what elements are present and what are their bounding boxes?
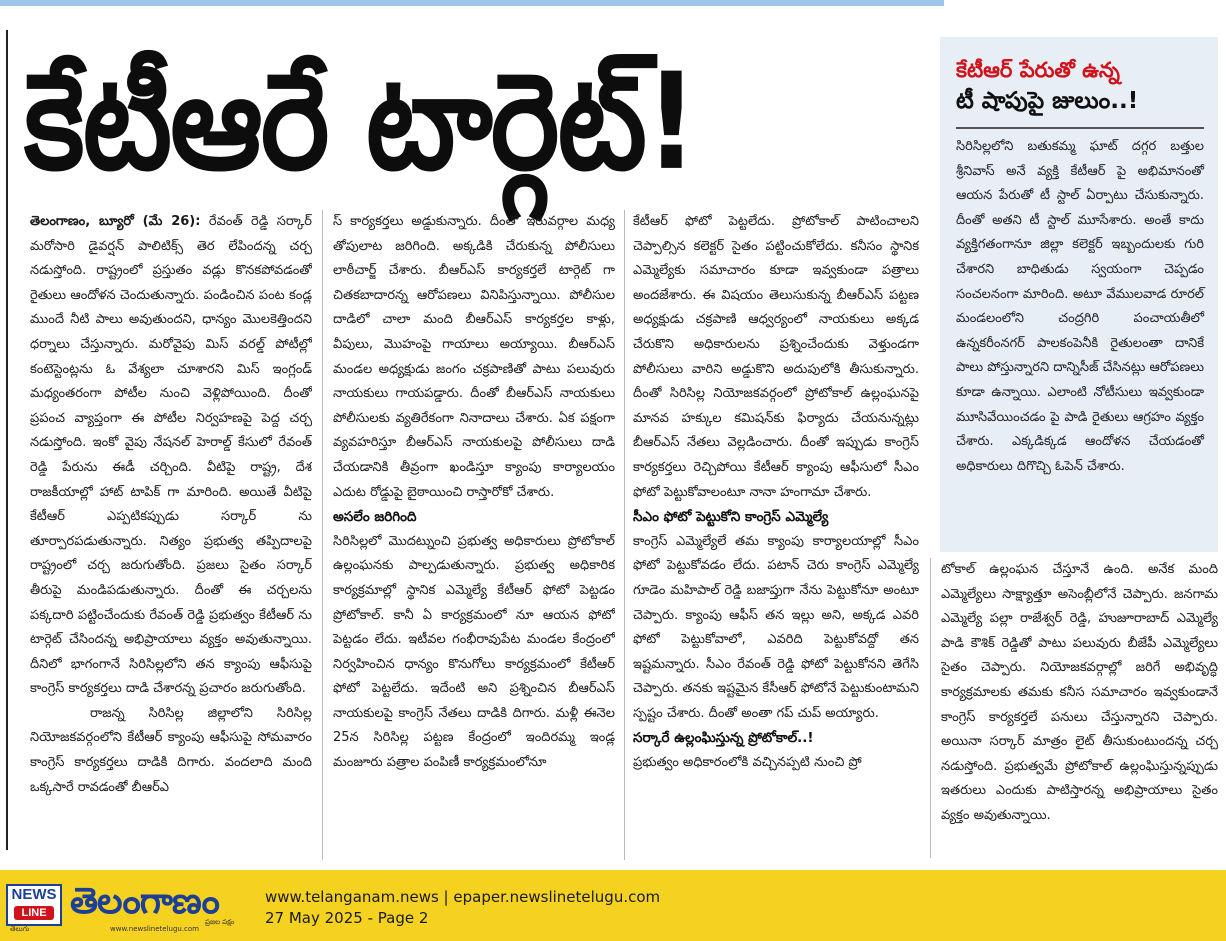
left-rule	[6, 30, 8, 850]
subheading: సీఎం ఫోటో పెట్టుకోని కాంగ్రెస్ ఎమ్మెల్యే	[633, 509, 829, 526]
paragraph: కేటీఆర్ ఫోటో పెట్టలేదు. ప్రోటోకాల్ పాటించాలని చెప్పాల్సిన కలెక్టర్ సైతం పట్టించుకోలేదు. కనీసం స్థానిక ఎమ్మెల్యేకు సమాచారం కూడా ఇవ్వకుండా పత్రాలు అందజేశారు. ఈ విషయం తెలుసుకున్న బీఆర్ఎస్ పట్టణ అధ్యక్షుడు చక్రపాణి ఆధ్వర్యంలో నాయకులు అక్కడ చేరుకొని అధికారులను ప్రశ్నించేందుకు వెళ్తుండగా పోలీసులు వారిని అడ్డుకొని అదుపులోకి తీసుకున్నారు. దీంతో సిరిసిల్ల నియోజకవర్గంలో ప్రోటోకాల్ ఉల్లంఘనపై మానవ హక్కుల కమిషన్‌కు ఫిర్యాదు చేయనున్నట్లు బీఆర్ఎస్ నేతలు వెల్లడించారు. దీంతో ఇప్పుడు కాంగ్రెస్ కార్యకర్తలు రెచ్చిపోయి కేటీఆర్ క్యాంపు ఆఫీసులో సీఎం ఫోటో పెట్టుకోవాలంటూ నానా హంగామా చేశారు.	[633, 214, 919, 500]
column-divider	[322, 210, 323, 860]
column-divider	[624, 210, 625, 860]
top-accent-bar	[0, 0, 944, 6]
newsline-logo[interactable]	[6, 884, 62, 926]
paragraph: టోకాల్ ఉల్లంఘన చేస్తూనే ఉంది. అనేక మంది ఎమ్మెల్యేలు సాక్ష్యాత్తూ అసెంబ్లీలోనే చెప్పారు. జనగామ ఎమ్మెల్యే పల్లా రాజేశ్వర్ రెడ్డి, హుజూరాబాద్ ఎమ్మెల్యే పాడి కౌశిక్ రెడ్డితో పాటు పలువురు బీజేపీ ఎమ్మెల్యేలు సైతం చెప్పారు. నియోజకవర్గాల్లో జరిగే అభివృద్ధి కార్యక్రమాలకు తమకు కనీస సమాచారం ఇవ్వకుండానే కాంగ్రెస్ కార్యకర్తలే పనులు చేస్తున్నారని చెప్పారు. అయినా సర్కార్ మాత్రం లైట్ తీసుకుంటుందన్న చర్చ నడుస్తోంది. ప్రభుత్వమే ప్రోటోకాల్ ఉల్లంఘిస్తున్నప్పుడు ఇతరులు ఎందుకు పాటిస్తారన్న అభిప్రాయాలు సైతం వ్యక్తం అవుతున్నాయి.	[941, 562, 1218, 823]
logo-subtitle: తెలుగు	[10, 925, 30, 933]
paragraph: ప్రభుత్వం అధికారంలోకి వచ్చినప్పటి నుంచి ప్రో	[633, 755, 862, 771]
sidebar-box	[940, 37, 1218, 552]
telanganam-logo[interactable]: తెలంగాణం	[70, 881, 219, 922]
paragraph: రేవంత్ రెడ్డి సర్కార్ మరోసారి డైవర్షన్ పాలిటిక్స్ తెర లేపిందన్న చర్చ నడుస్తోంది. రాష్ట్రంలో ప్రస్తుతం వడ్లు కొనకపోవడంతో రైతులు ఆందోళన చెందుతున్నారు. పండించిన పంట కండ్ల ముందే నీటి పాలు అవుతుందని, ధాన్యం మొలకెత్తిందని ధర్నాలు చేస్తున్నారు. మరోవైపు మిస్ వరల్డ్ పోటీల్లో కంటెస్టెంట్లను ఓ వేశ్యలా చూశారని మిస్ ఇంగ్లండ్ మధ్యంతరంగా పోటీల నుంచి వెళ్లిపోయింది. దీంతో ప్రపంచ వ్యాప్తంగా ఈ పోటీల నిర్వహణపై పెద్ద చర్చ నడుస్తోంది. ఇంకో వైపు నేషనల్ హెరాల్డ్ కేసులో రేవంత్ రెడ్డి పేరును ఈడీ చర్చింది. వీటిపై రాష్ట్ర, దేశ రాజకీయాల్లో హాట్ టాపిక్ గా మారింది. అయితే వీటిపై కేటీఆర్ ఎప్పటికప్పుడు సర్కార్ ను తూర్పారపడుతున్నారు. నిత్యం ప్రభుత్వ తప్పిదాలపై రాష్ట్రంలో చర్చ జరుగుతోంది. ప్రజలు సైతం సర్కార్ తీరుపై మండిపడుతున్నారు. దీంతో ఈ చర్చలను పక్కదారి పట్టించేందుకు రేవంత్ రెడ్డి ప్రభుత్వం కేటీఆర్ ను టార్గెట్ చేసిందన్న అభిప్రాయాలు వ్యక్తం అవుతున్నాయి. దీనిలో భాగంగానే సిరిసిల్లలోని తన క్యాంపు ఆఫీసుపై కాంగ్రెస్ కార్యకర్తలు దాడి చేశారన్న ప్రచారం జరుగుతోంది.	[30, 214, 312, 697]
paragraph: రాజన్న సిరిసిల్ల జిల్లాలోని సిరిసిల్ల నియోజకవర్గంలోని కేటీఆర్ క్యాంపు ఆఫీసుపై సోమవారం కాంగ్రెస్ కార్యకర్తలు దాడికి దిగారు. వందలాది మంది ఒక్కసారే రావడంతో బీఆర్ఎ	[30, 705, 312, 795]
sidebar-divider	[956, 127, 1204, 129]
footer-site-links[interactable]: www.telanganam.news | epaper.newslinetelugu.com	[265, 888, 661, 906]
sidebar-title-line2: టీ షాపుపై జులుం..!	[956, 88, 1139, 114]
article-column-4	[941, 558, 1218, 858]
sidebar-body: సిరిసిల్లలోని బతుకమ్మ ఘాట్ దగ్గర బత్తుల శ్రీనివాస్ అనే వ్యక్తి కేటీఆర్ పై అభిమానంతో ఆయన పేరుతో టీ స్టాల్ ఏర్పాటు చేసుకున్నారు. దీంతో అతని టీ స్టాల్ మూసేశారు. అంతే కాదు వ్యక్తిగతంగానూ జిల్లా కలెక్టర్ ఇబ్బందులకు గురి చేశారని బాధితుడు స్వయంగా చెప్పడం సంచలనంగా మారింది. అటూ వేములవాడ రూరల్ మండలంలోని చంద్రగిరి పంచాయతీలో ఉన్నకరీంనగర్ పాలకంపెనీకి రైతులంతా దానికే పాలు పోస్తున్నారని దాన్నిసీజ్ చేసినట్లు ఆరోపణలు కూడా ఉన్నాయి. ఎలాంటి నోటీసులు ఇవ్వకుండా మూసివేయించడం పై పాడి రైతులు ఆగ్రహం వ్యక్తం చేశారు. ఎక్కడిక్కడ ఆందోళన చేయడంతో అధికారులు దిగొచ్చి ఓపెన్ చేశారు.	[956, 139, 1204, 474]
logo-tagline: ప్రజల పక్షం	[205, 918, 235, 926]
paragraph: స్ కార్యకర్తలు అడ్డుకున్నారు. దీంతో ఇరువర్గాల మధ్య తోపులాట జరిగింది. అక్కడికి చేరుకున్న పోలీసులు లాఠీచార్జ్ చేశారు. బీఆర్ఎస్ కార్యకర్తలే టార్గెట్ గా చితకబాదారన్న ఆరోపణలు వినిపిస్తున్నాయి. పోలీసుల దాడిలో చాలా మంది బీఆర్ఎస్ కార్యకర్తల కాళ్లు, వీపులు, మొహంపై గాయాలు అయ్యాయి. బీఆర్ఎస్ మండల అధ్యక్షుడు జంగం చక్రపాణితో పాటు పలువురు నాయకులు గాయపడ్డారు. దీంతో బీఆర్ఎస్ నాయకులు పోలీసులకు వ్యతిరేకంగా నినాదాలు చేశారు. ఏక పక్షంగా వ్యవహరిస్తూ బీఆర్ఎస్ నాయకులపై పోలీసులు దాడి చేయడానికి తీవ్రంగా ఖండిస్తూ క్యాంపు కార్యాలయం ఎదుట రోడ్డుపై బైఠాయించి రాస్తారోకో చేశారు.	[333, 214, 615, 500]
article-column-3	[633, 210, 919, 860]
sidebar-title-line1: కేటీఆర్ పేరుతో ఉన్న	[956, 58, 1120, 82]
article-column-2	[333, 210, 615, 860]
column-divider	[930, 558, 931, 858]
paragraph: సిరిసిల్లలో మొదట్నుంచి ప్రభుత్వ అధికారులు ప్రోటోకాల్ ఉల్లంఘనకు పాల్పడుతున్నారు. ప్రభుత్వ అధికారిక కార్యక్రమాల్లో స్థానిక ఎమ్మెల్యే కేటీఆర్ ఫోటో పెట్టడం ప్రోటోకాల్. కానీ ఏ కార్యక్రమంలో నూ ఆయన ఫోటో పెట్టడం లేదు. ఇటీవల గంభీరావుపేట మండల కేంద్రంలో నిర్వహించిన ధాన్యం కొనుగోలు కార్యక్రమంలో కేటీఆర్ ఫోటో పెట్టలేదు. ఇదేంటి అని ప్రశ్నించిన బీఆర్ఎస్ నాయకులపై కాంగ్రెస్ నేతలు దాడికి దిగారు. మళ్లీ ఈనెల 25న సిరిసిల్ల పట్టణ కేంద్రంలో ఇందిరమ్మ ఇండ్ల మంజూరు పత్రాల పంపిణీ కార్యక్రమంలోనూ	[333, 533, 615, 771]
subheading: సర్కారే ఉల్లంఘిస్తున్న ప్రోటోకాల్..!	[633, 730, 814, 747]
dateline: తెలంగాణం, బ్యూరో (మే 26):	[30, 214, 201, 229]
footer-bar	[0, 870, 1226, 941]
paragraph: కాంగ్రెస్ ఎమ్మెల్యేలే తమ క్యాంపు కార్యాలయాల్లో సీఎం ఫోటో పెట్టుకోవడం లేదు. పటాన్ చెరు కాంగ్రెస్ ఎమ్మెల్యే గూడెం మహిపాల్ రెడ్డి బజాప్తుగా నేను పెట్టుకోనూ అంటూ చెప్పారు. క్యాంపు ఆఫీస్ తన ఇల్లు అని, అక్కడ ఎవరి ఫోటో పెట్టుకోవాలో, ఎవరిది పెట్టుకోవద్దో తన ఇష్టమన్నారు. సీఎం రేవంత్ రెడ్డి ఫోటో పెట్టుకోనని తెగేసి చెప్పారు. తనకు ఇష్టమైన కేసీఆర్ ఫోటోనే పెట్టుకుంటామని స్పష్టం చేశారు. దీంతో అంతా గప్ చుప్ అయ్యారు.	[633, 533, 919, 721]
logo-url: www.newslinetelugu.com	[110, 925, 199, 933]
subheading: అసలేం జరిగింది	[333, 509, 417, 526]
logo-line-text: LINE	[14, 906, 54, 920]
footer-date-page: 27 May 2025 - Page 2	[265, 909, 429, 927]
headline: కేటీఆరే టార్గెట్‌!	[24, 44, 696, 201]
article-column-1	[30, 210, 312, 860]
logo-news-text: NEWS	[11, 886, 57, 903]
